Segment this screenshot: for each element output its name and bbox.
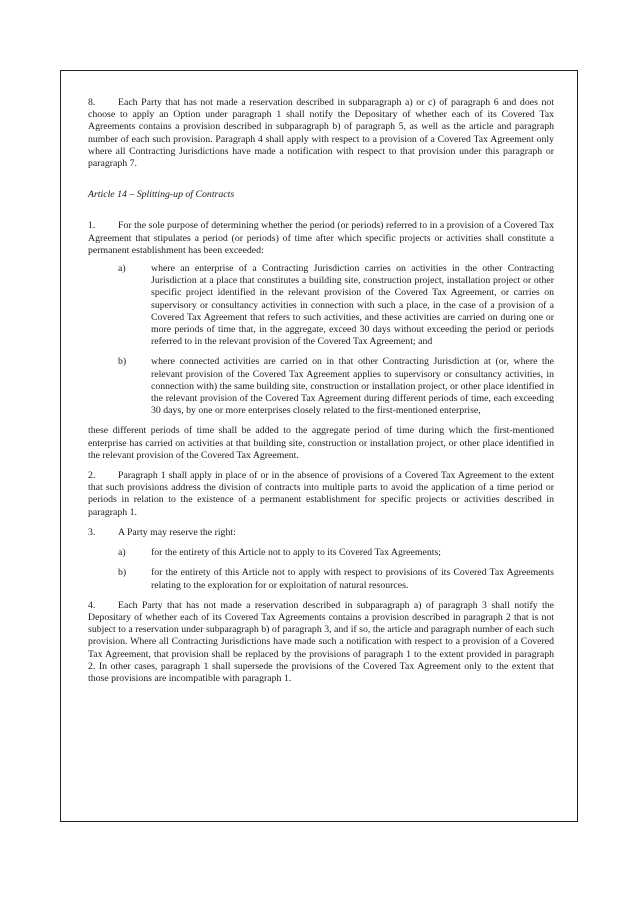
document-body [88,97,554,685]
subparagraph-label: b) [118,356,127,368]
paragraph-number: 2. [88,470,96,482]
subparagraph-text: for the entirety of this Article not to apply to its Covered Tax Agreements; [151,547,441,559]
subparagraph-label: a) [118,263,126,275]
subparagraph-label: b) [118,567,127,579]
paragraph-number: 1. [88,220,96,232]
paragraph-text: For the sole purpose of determining whether the period (or periods) referred to in a provision of a Covered Tax Agreement that stipulates a period (or periods) of time after which specific projects or activities shall constitute a permanent establishment has been exceeded: [88,220,554,256]
paragraph-number: 8. [88,97,96,108]
subparagraph-3b [118,567,554,591]
paragraph-text: Each Party that has not made a reservation described in subparagraph a) of paragraph 3 shall notify the Depositary of whether each of its Covered Tax Agreements contains a provision described in paragraph 2 that is not subject to a reservation under subparagraph b) of paragraph 3, and if so, the article and paragraph number of each such provision. Where all Contracting Jurisdictions have made such a notification with respect to a provision of a Covered Tax Agreement, that provision shall be replaced by the provisions of paragraph 1 to the extent provided in paragraph 2. In other cases, paragraph 1 shall supersede the provisions of the Covered Tax Agreement only to the extent that those provisions are incompatible with paragraph 1. [88,599,554,684]
paragraph-text: Paragraph 1 shall apply in place of or in the absence of provisions of a Covered Tax Agreement to the extent that such provisions address the division of contracts into multiple parts to avoid the application of a time period or periods in relation to the existence of a permanent establishment for specific projects or activities described in paragraph 1. [88,470,554,518]
paragraph-1-tail: these different periods of time shall be added to the aggregate period of time during which the first-mentioned enterprise has carried on activities at that building site, construction or installation project, or other place identified in the relevant provision of the Covered Tax Agreement. [88,425,554,461]
paragraph-text: A Party may reserve the right: [118,526,236,538]
paragraph-number: 3. [88,526,96,538]
subparagraph-1a [118,263,554,348]
subparagraph-text: where an enterprise of a Contracting Jurisdiction carries on activities in the other Contracting Jurisdiction at a place that constitutes a building site, construction project, installation project or other specific project identified in the relevant provision of the Covered Tax Agreement, or carries on supervisory or consultancy activities in connection with such a place, in the case of a provision of a Covered Tax Agreement that refers to such activities, and these activities are carried on during one or more periods of time that, in the aggregate, exceed 30 days without exceeding the period or periods referred to in the relevant provision of the Covered Tax Agreement; and [151,263,554,348]
paragraph-1 [88,220,554,257]
paragraph-number: 4. [88,599,96,611]
paragraph-4 [88,600,554,685]
subparagraph-1b [118,356,554,417]
subparagraph-label: a) [118,547,126,559]
paragraph-8 [88,97,554,170]
subparagraph-3a [118,547,554,559]
subparagraph-text: for the entirety of this Article not to apply with respect to provisions of its Covered Tax Agreements relating to the exploration for or exploitation of natural resources. [151,567,554,591]
article-heading: Article 14 – Splitting-up of Contracts [88,189,235,201]
paragraph-2 [88,470,554,519]
paragraph-3 [88,527,554,539]
paragraph-text: Each Party that has not made a reservation described in subparagraph a) or c) of paragraph 6 and does not choose to apply an Option under paragraph 1 shall notify the Depositary of whether each of its Covered Tax Agreements contains a provision described in subparagraph b) of paragraph 5, as well as the article and paragraph number of each such provision. Paragraph 4 shall apply with respect to a provision of a Covered Tax Agreement only where all Contracting Jurisdictions have made a notification with respect to that provision under this paragraph or paragraph 7. [88,97,554,170]
subparagraph-text: where connected activities are carried on in that other Contracting Jurisdiction at (or, where the relevant provision of the Covered Tax Agreement applies to supervisory or consultancy activities, in connection with) the same building site, construction or installation project, or other place identified in the relevant provision of the Covered Tax Agreement during different periods of time, each exceeding 30 days, by one or more enterprises closely related to the first-mentioned enterprise, [151,356,554,417]
